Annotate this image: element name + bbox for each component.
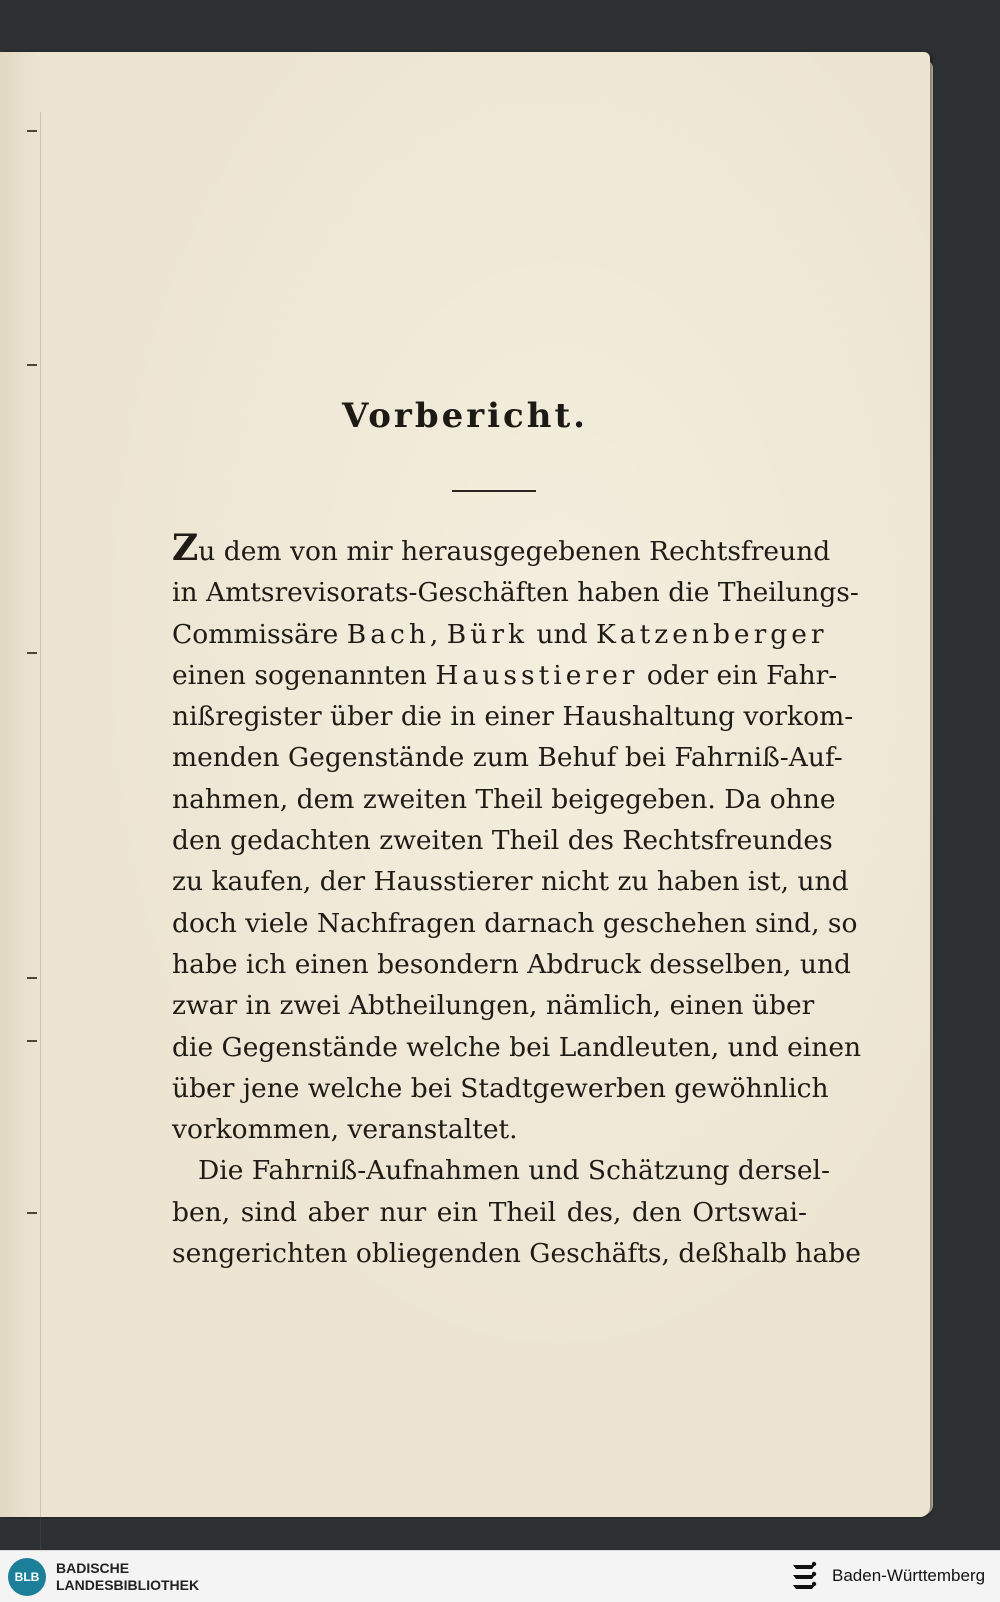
- binding-mark: [27, 130, 37, 132]
- text-line: in Amtsrevisorats-Geschäften haben die Theilungs-: [172, 577, 859, 609]
- line-text: oder ein Fahr-: [638, 659, 838, 691]
- text-line: ben, sind aber nur ein Theil des, den Ortswai-: [172, 1196, 807, 1228]
- text-line: Die Fahrniß-Aufnahmen und Schätzung dersel-: [198, 1155, 830, 1187]
- line-text: und: [528, 618, 597, 650]
- text-line: zwar in zwei Abtheilungen, nämlich, einen über: [172, 990, 815, 1022]
- line-text: ,: [429, 618, 447, 650]
- text-line: doch viele Nachfragen darnach geschehen sind, so: [172, 907, 858, 939]
- drop-cap: Z: [172, 527, 199, 569]
- spaced-name: Bach: [346, 618, 430, 650]
- text-line: über jene welche bei Stadtgewerben gewöhnlich: [172, 1072, 829, 1104]
- line-text: einen sogenannten: [172, 659, 436, 691]
- body-text: [172, 527, 862, 1274]
- spaced-name: Bürk: [446, 618, 529, 650]
- text-line: habe ich einen besondern Abdruck desselben, und: [172, 948, 851, 980]
- text-line: den gedachten zweiten Theil des Rechtsfreundes: [172, 825, 833, 857]
- library-name[interactable]: [56, 1560, 199, 1594]
- text-line: nißregister über die in einer Haushaltung vorkom-: [172, 701, 854, 733]
- blb-logo-icon[interactable]: BLB: [8, 1558, 46, 1596]
- text-line: vorkommen, veranstaltet.: [172, 1114, 518, 1146]
- text-line: [172, 655, 838, 696]
- text-line: die Gegenstände welche bei Landleuten, und einen: [172, 1031, 862, 1063]
- paragraph-2: [172, 1150, 861, 1274]
- library-name-line-1: BADISCHE: [56, 1560, 130, 1576]
- footer-bar: [0, 1550, 1000, 1602]
- gutter-line: [40, 112, 41, 1552]
- line-text: u dem von mir herausgegebenen Rechtsfreund: [198, 536, 831, 567]
- state-name[interactable]: Baden-Württemberg: [832, 1566, 986, 1585]
- text-line: [172, 614, 828, 655]
- binding-mark: [27, 977, 37, 979]
- text-line: sengerichten obliegenden Geschäfts, deßhalb habe: [172, 1238, 861, 1270]
- text-line: menden Gegenstände zum Behuf bei Fahrniß-Auf-: [172, 742, 843, 774]
- line-text: Commissäre: [172, 618, 347, 650]
- text-line: [172, 527, 831, 572]
- spaced-term: Hausstierer: [435, 659, 639, 691]
- title-rule: [452, 490, 536, 492]
- page-title: Vorbericht.: [341, 396, 589, 436]
- binding-mark: [27, 652, 37, 654]
- text-line: nahmen, dem zweiten Theil beigegeben. Da ohne: [172, 783, 836, 815]
- spaced-name: Katzenberger: [596, 618, 828, 650]
- binding-mark: [27, 1040, 37, 1042]
- baden-wuerttemberg-lions-icon[interactable]: [790, 1559, 820, 1595]
- text-line: zu kaufen, der Hausstierer nicht zu haben ist, und: [172, 866, 849, 898]
- binding-mark: [27, 364, 37, 366]
- paragraph-1: [172, 527, 862, 1150]
- binding-mark: [27, 1212, 37, 1214]
- library-name-line-2: LANDESBIBLIOTHEK: [56, 1577, 200, 1593]
